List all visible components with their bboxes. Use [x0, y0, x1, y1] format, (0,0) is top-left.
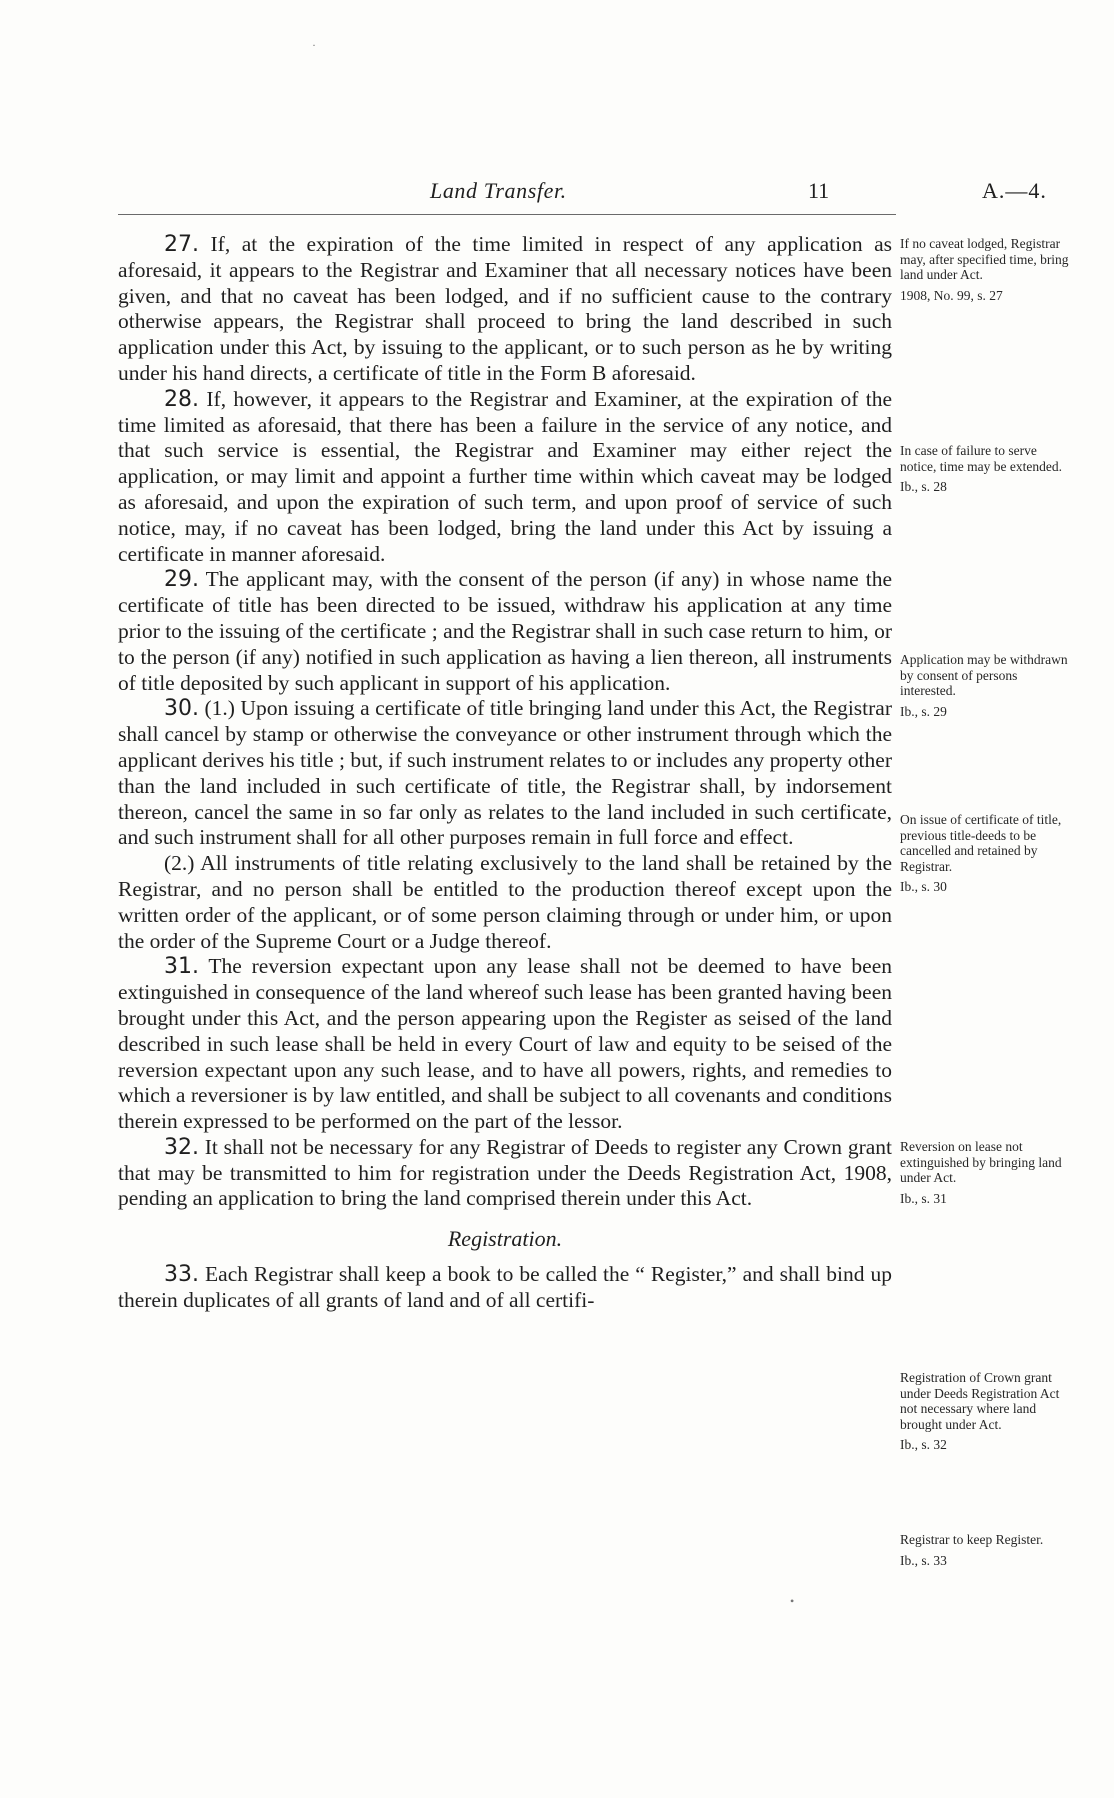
- section-number: 30.: [164, 696, 199, 722]
- section-text: The reversion expectant upon any lease shall not be deemed to have been extinguished in consequence of the land whereof such lease has been granted having been brought under this Act, and the person appearing upon the Register as seised of the land described in such lease shall be held in every Court of law and equity to be seised of the reversion expectant upon any such lease, and to have all powers, rights, and remedies to which a reversioner is by law entitled, and shall be subject to all covenants and conditions therein expressed to be performed on the part of the lessor.: [118, 954, 892, 1134]
- section-number: 27.: [164, 232, 199, 257]
- section-29: [118, 567, 892, 696]
- margin-note-text: On issue of certificate of title, previous title-deeds to be cancelled and retained by Registrar.: [900, 812, 1062, 874]
- margin-note-ref: 1908, No. 99, s. 27: [900, 287, 1003, 303]
- body-text: [118, 232, 892, 1314]
- section-number: 31.: [164, 954, 199, 980]
- section-31: [118, 954, 892, 1135]
- section-30-subsection-2: [118, 851, 892, 954]
- margin-note-33: [900, 1532, 1070, 1568]
- section-27: [118, 232, 892, 387]
- margin-note-text: If no caveat lodged, Registrar may, after specified time, bring land under Act.: [900, 236, 1069, 282]
- running-title: Land Transfer.: [430, 178, 567, 203]
- margin-note-ref: Ib., s. 28: [900, 479, 947, 494]
- margin-note-text: Registrar to keep Register.: [900, 1532, 1044, 1547]
- section-text: (1.) Upon issuing a certificate of title bringing land under this Act, the Registrar shall cancel by stamp or otherwise the conveyance or other instrument through which the applicant derives his title ; but, if such instrument relates to or includes any property other than the land included in such certificate of title, the Registrar shall, by indorsement thereon, cancel the same in so far only as relates to the land included in such certificate, and such instrument shall for all other purposes remain in full force and effect.: [118, 696, 893, 850]
- section-text: The applicant may, with the consent of the person (if any) in whose name the certificate of title has been directed to be issued, withdraw his application at any time prior to the issuing of the certificate ; and the Registrar shall in such case return to him, or to the person (if any) notified in such application as having a lien thereon, all instruments of title deposited by such applicant in support of his application.: [118, 567, 892, 695]
- margin-note-32: [900, 1370, 1070, 1453]
- margin-note-text: Reversion on lease not extinguished by bringing land under Act.: [900, 1139, 1062, 1185]
- margin-note-29: [900, 652, 1070, 719]
- section-number: 32.: [164, 1134, 199, 1160]
- margin-note-text: Application may be withdrawn by consent of persons interested.: [900, 652, 1068, 698]
- section-text: If, however, it appears to the Registrar and Examiner, at the expiration of the time limited as aforesaid, that there has been a failure in the service of any notice, and that such service is essential, the Registrar and Examiner may either reject the application, or may limit and appoint a further time within which caveat may be lodged as aforesaid, and upon the expiration of such term, and upon proof of service of such notice, may, if no caveat has been lodged, bring the land under this Act by issuing a certificate in manner aforesaid.: [118, 386, 893, 566]
- section-text: If, at the expiration of the time limited in respect of any application as aforesaid, it appears to the Registrar and Examiner that all necessary notices have been given, and that no caveat has been lodged, and if no sufficient cause to the contrary otherwise appears, the Registrar shall proceed to bring the land described in such application under this Act, by issuing to the applicant, or to such person as he by writing under his hand directs, a certificate of title in the Form B aforesaid.: [118, 232, 892, 385]
- margin-note-text: Registration of Crown grant under Deeds Registration Act not necessary where land brought under Act.: [900, 1370, 1060, 1432]
- section-33: [118, 1262, 892, 1314]
- margin-note-ref: Ib., s. 30: [900, 879, 947, 894]
- section-number: 28.: [164, 386, 199, 412]
- section-number: 33.: [164, 1262, 199, 1288]
- section-28: [118, 387, 892, 568]
- margin-note-28: [900, 443, 1070, 495]
- header-rule: [118, 214, 896, 215]
- section-number: 29.: [164, 567, 199, 593]
- document-code: A.—4.: [982, 178, 1047, 203]
- page-number: 11: [808, 178, 830, 203]
- margin-note-31: [900, 1139, 1070, 1206]
- section-text: (2.) All instruments of title relating exclusively to the land shall be retained by the Registrar, and no person shall be entitled to the production thereof except upon the written order of the applicant, or of some person claiming through or under him, or upon the order of the Supreme Court or a Judge thereof.: [118, 851, 892, 953]
- page-header: [120, 178, 1070, 212]
- section-32: [118, 1135, 892, 1212]
- scan-speck: •: [790, 1594, 795, 1608]
- section-text: Each Registrar shall keep a book to be called the “ Register,” and shall bind up therein duplicates of all grants of land and of all certifi-: [118, 1262, 892, 1312]
- margin-note-ref: Ib., s. 29: [900, 703, 947, 719]
- scan-speck: ·: [312, 38, 316, 52]
- margin-note-ref: Ib., s. 33: [900, 1552, 947, 1568]
- margin-note-ref: Ib., s. 31: [900, 1190, 947, 1206]
- margin-note-27: [900, 236, 1070, 303]
- margin-note-text: In case of failure to serve notice, time may be extended.: [900, 443, 1062, 474]
- registration-heading: Registration.: [447, 1226, 563, 1252]
- section-text: It shall not be necessary for any Registrar of Deeds to register any Crown grant that may be transmitted to him for registration under the Deeds Registration Act, 1908, pending an application to bring the land comprised therein under this Act.: [118, 1134, 892, 1211]
- margin-note-30: [900, 812, 1070, 895]
- margin-note-ref: Ib., s. 32: [900, 1437, 947, 1452]
- section-30: [118, 696, 892, 851]
